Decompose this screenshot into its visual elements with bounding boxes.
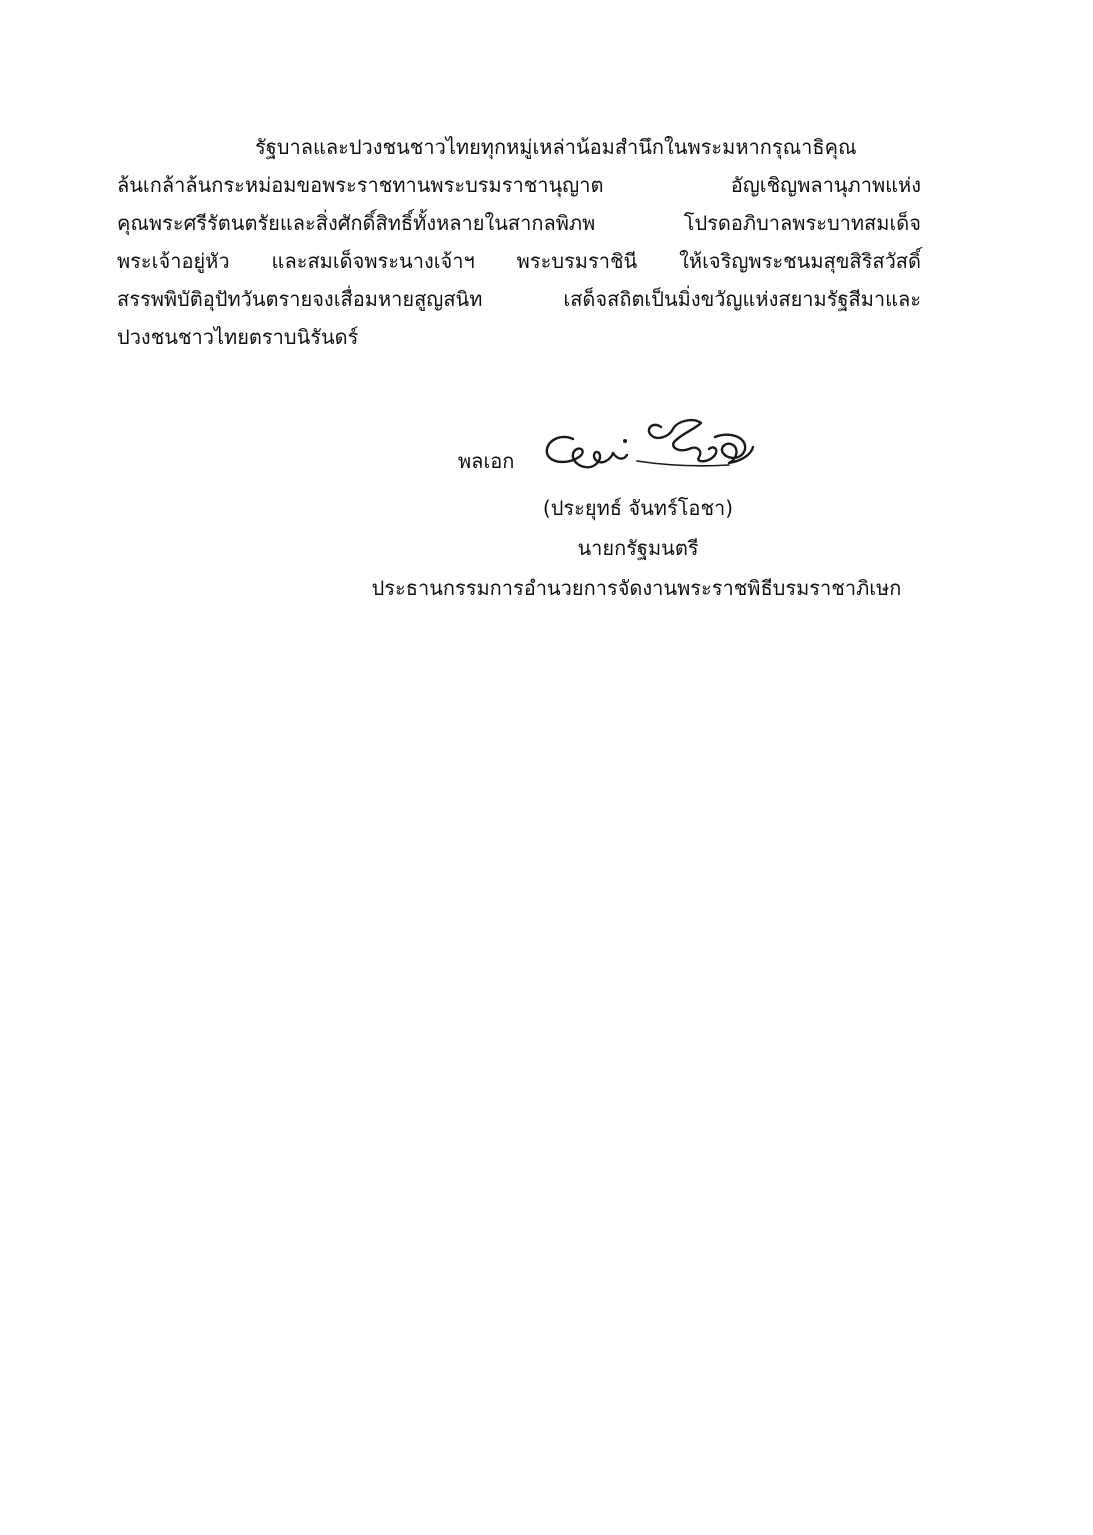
paragraph-line: สรรพพิบัติอุปัทวันตรายจงเสื่อมหายสูญสนิท เสด็จสถิตเป็นมิ่งขวัญแห่งสยามรัฐสีมาและ bbox=[117, 287, 921, 311]
paragraph-line: คุณพระศรีรัตนตรัยและสิ่งศักดิ์สิทธิ์ทั้งหลายในสากลพิภพ โปรดอภิบาลพระบาทสมเด็จ bbox=[117, 211, 921, 235]
paragraph-line: ปวงชนชาวไทยตราบนิรันดร์ bbox=[117, 325, 359, 349]
paragraph-line: รัฐบาลและปวงชนชาวไทยทุกหมู่เหล่าน้อมสำนึกในพระมหากรุณาธิคุณ bbox=[255, 135, 857, 159]
handwritten-signature bbox=[533, 407, 757, 482]
signatory-committee-title: ประธานกรรมการอำนวยการจัดงานพระราชพิธีบรมราชาภิเษก bbox=[371, 576, 902, 600]
signature-block bbox=[0, 0, 1093, 640]
paragraph-line: ล้นเกล้าล้นกระหม่อมขอพระราชทานพระบรมราชานุญาต อัญเชิญพลานุภาพแห่ง bbox=[117, 173, 921, 197]
signatory-title: นายกรัฐมนตรี bbox=[577, 536, 699, 560]
paragraph-line: พระเจ้าอยู่หัว และสมเด็จพระนางเจ้าฯ พระบรมราชินี ให้เจริญพระชนมสุขสิริสวัสดิ์ bbox=[117, 249, 921, 273]
signatory-rank: พลเอก bbox=[458, 449, 515, 473]
signatory-name: (ประยุทธ์ จันทร์โอชา) bbox=[542, 496, 734, 520]
